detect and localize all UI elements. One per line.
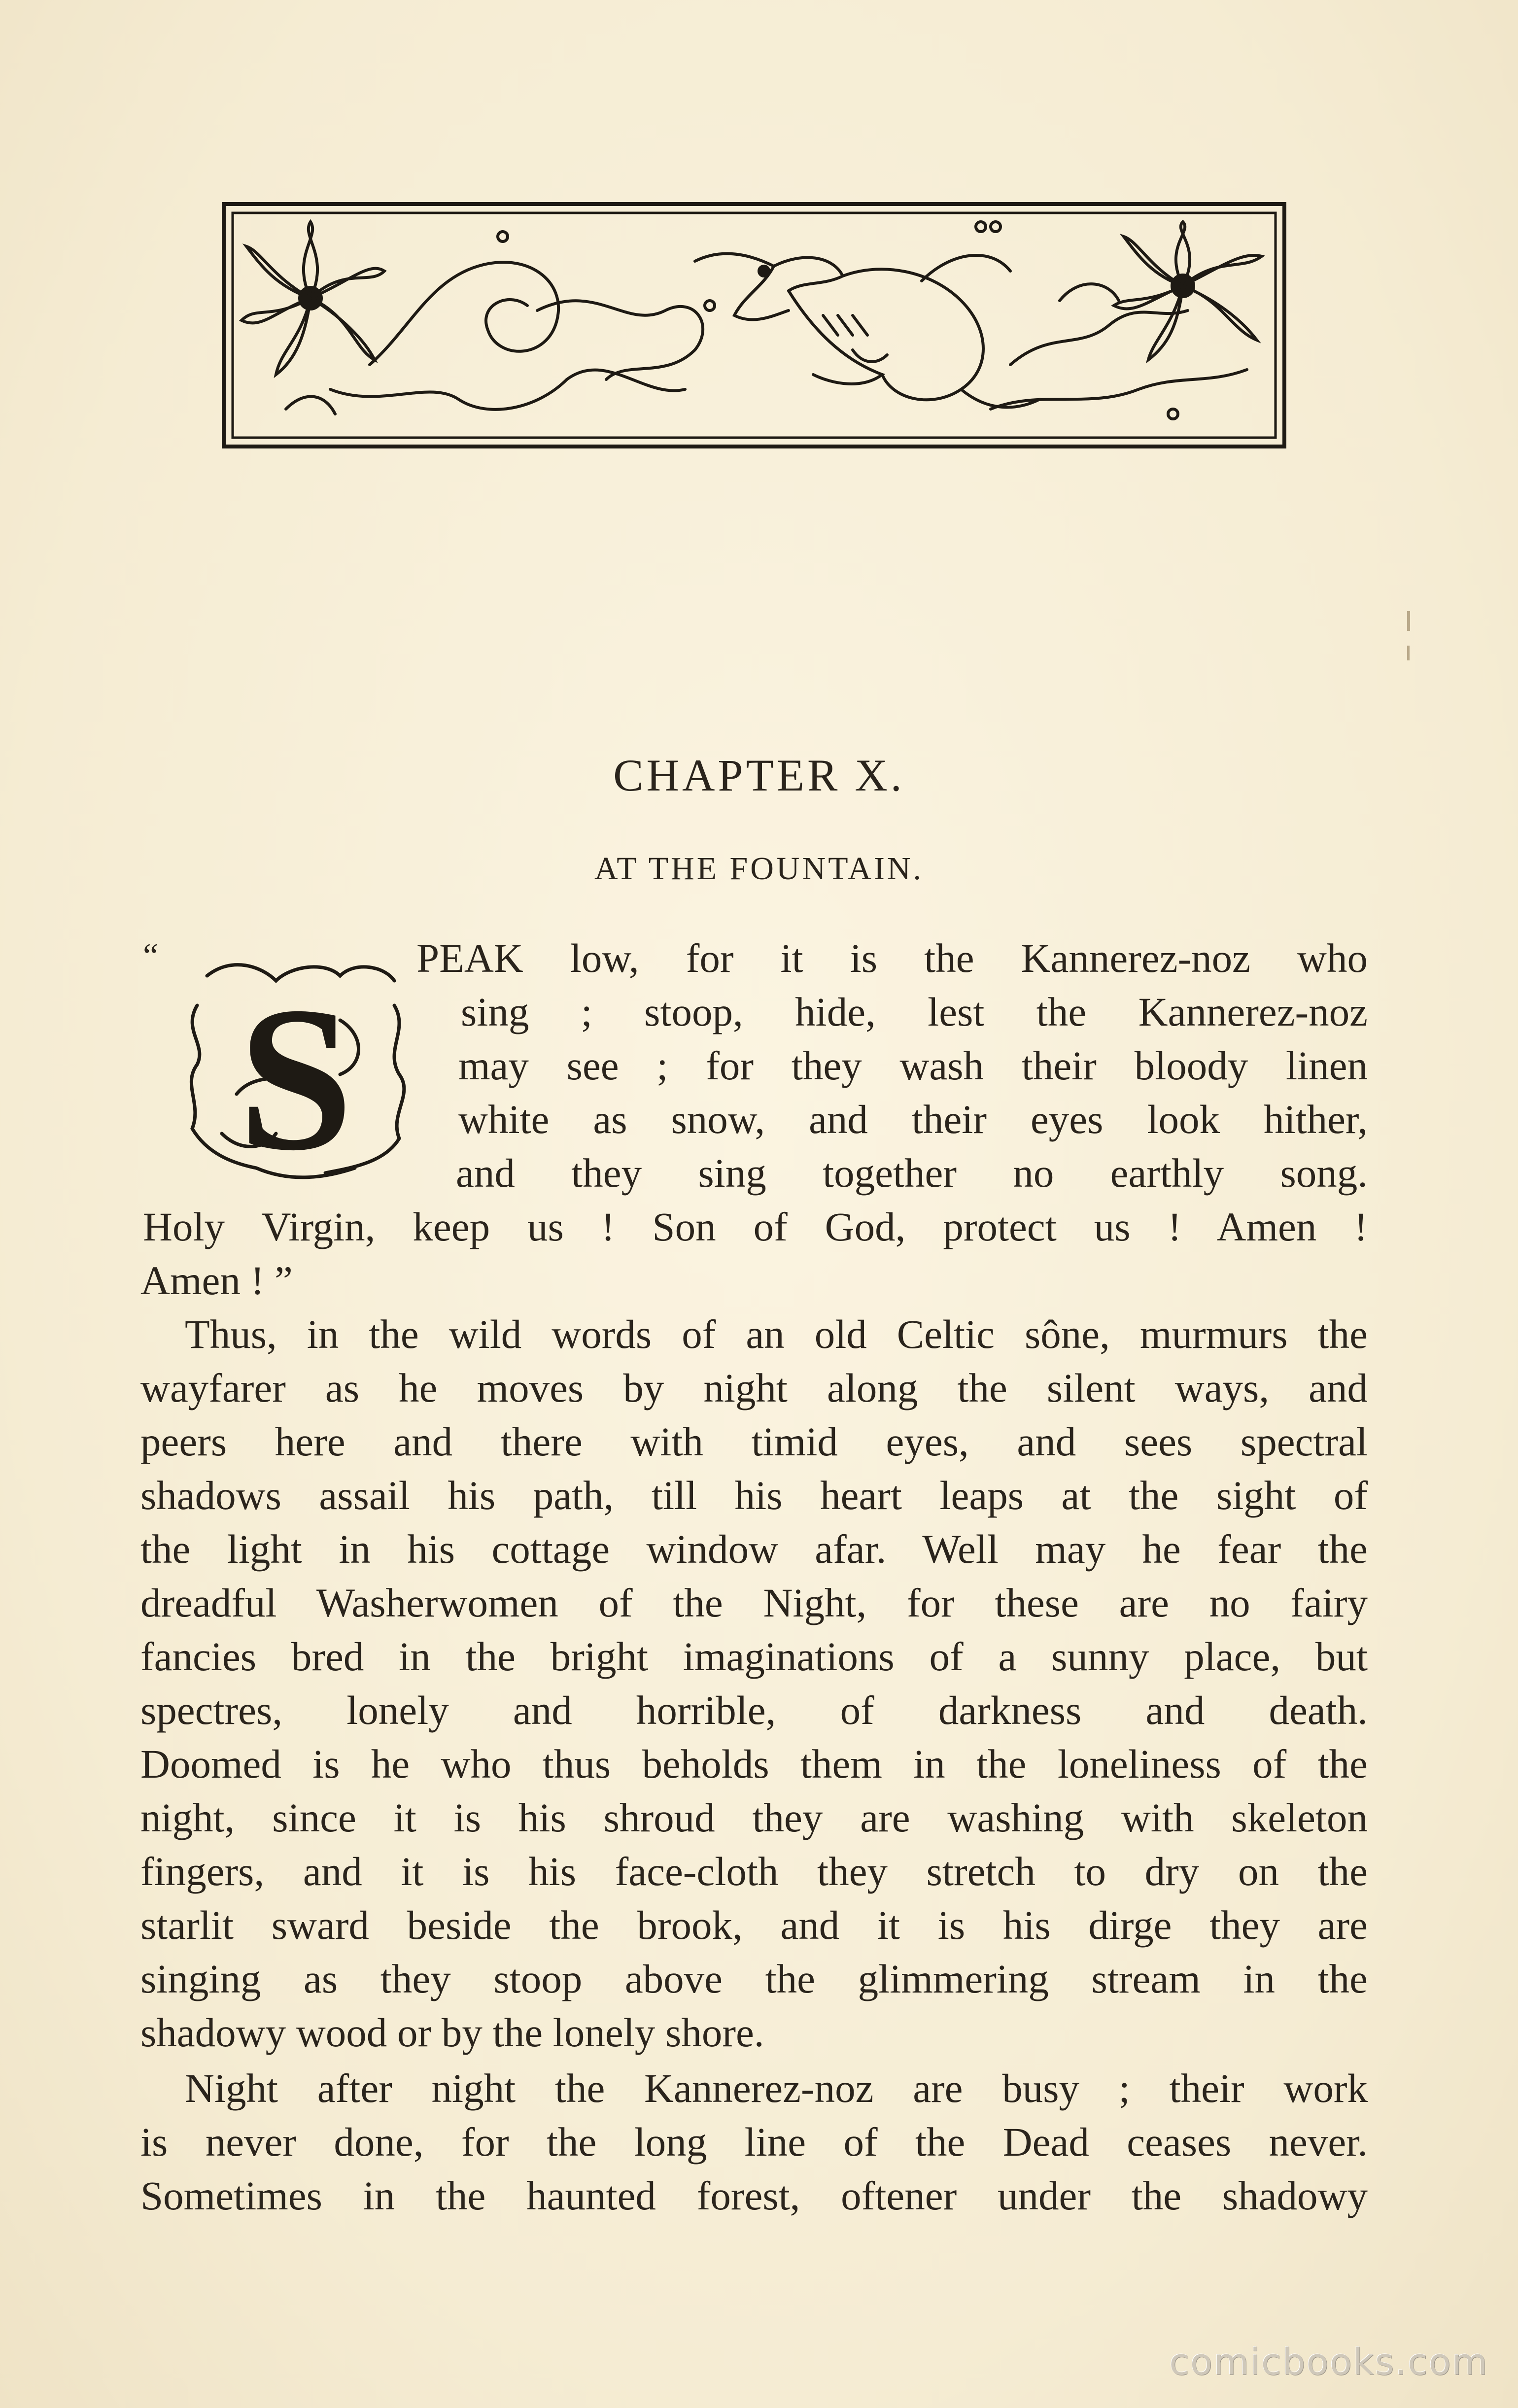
body-line: white as snow, and their eyes look hither, [458, 1097, 1368, 1142]
opening-quote-mark: “ [143, 937, 159, 975]
drop-cap-letter: S [238, 964, 353, 1188]
body-line: fingers, and it is his face-cloth they stretch to dry on the [140, 1849, 1368, 1894]
body-line: and they sing together no earthly song. [456, 1150, 1368, 1196]
body-line: may see ; for they wash their bloody linen [458, 1043, 1368, 1088]
body-line: dreadful Washerwomen of the Night, for these are no fairy [140, 1580, 1368, 1625]
body-line: Doomed is he who thus beholds them in the loneliness of the [140, 1741, 1368, 1787]
body-line: spectres, lonely and horrible, of darkness and death. [140, 1687, 1368, 1733]
body-line: singing as they stoop above the glimmering stream in the [140, 1956, 1368, 2001]
dragon-ornament [695, 254, 1040, 408]
body-line: shadowy wood or by the lonely shore. [140, 2010, 764, 2055]
flower-ornament-left [242, 222, 384, 375]
body-line: Holy Virgin, keep us ! Son of God, protect us ! Amen ! [143, 1204, 1368, 1249]
body-line: Night after night the Kannerez-noz are busy ; their work [185, 2065, 1368, 2111]
paper-speck [1407, 646, 1410, 660]
body-line: is never done, for the long line of the Dead ceases never. [140, 2119, 1368, 2165]
body-line: PEAK low, for it is the Kannerez-noz who [416, 935, 1368, 981]
drop-cap-s [177, 946, 414, 1188]
body-line: shadows assail his path, till his heart leaps at the sight of [140, 1473, 1368, 1518]
body-line: wayfarer as he moves by night along the silent ways, and [140, 1365, 1368, 1410]
watermark-text: comicbooks.com [1169, 2341, 1488, 2383]
body-line: starlit sward beside the brook, and it is his dirge they are [140, 1902, 1368, 1948]
body-line: night, since it is his shroud they are washing with skeleton [140, 1795, 1368, 1840]
body-line: peers here and there with timid eyes, and sees spectral [140, 1419, 1368, 1464]
body-line: sing ; stoop, hide, lest the Kannerez-noz [461, 989, 1368, 1034]
flower-ornament-right [1114, 222, 1262, 360]
paper-speck [1407, 611, 1410, 631]
ornamental-headpiece [222, 202, 1286, 448]
body-line: Thus, in the wild words of an old Celtic sône, murmurs the [185, 1311, 1368, 1357]
chapter-subtitle: AT THE FOUNTAIN. [594, 851, 924, 887]
body-line: Sometimes in the haunted forest, oftener under the shadowy [140, 2173, 1368, 2218]
body-line: the light in his cottage window afar. Well may he fear the [140, 1526, 1368, 1572]
body-line: fancies bred in the bright imaginations of a sunny place, but [140, 1634, 1368, 1679]
body-line: Amen ! ” [140, 1258, 293, 1303]
chapter-title: CHAPTER X. [613, 750, 905, 800]
